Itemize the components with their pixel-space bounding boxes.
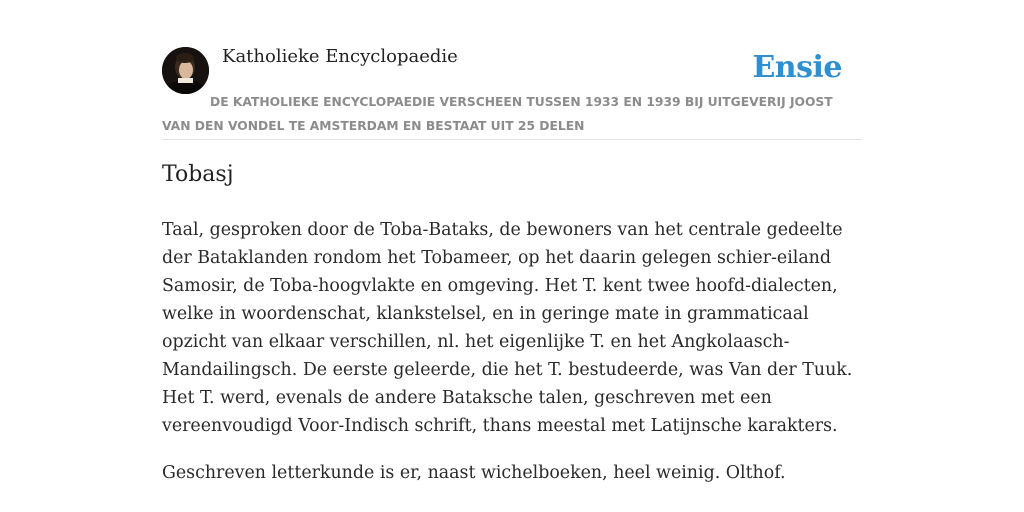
- header-divider: [162, 139, 862, 140]
- ensie-logo[interactable]: Ensie: [752, 50, 842, 85]
- source-description: DE KATHOLIEKE ENCYCLOPAEDIE VERSCHEEN TUSSEN 1933 EN 1939 BIJ UITGEVERIJ JOOST VAN DEN VONDEL TE AMSTERDAM EN BESTAAT UIT 25 DELEN: [162, 95, 833, 133]
- article-paragraph: Geschreven letterkunde is er, naast wichelboeken, heel weinig. Olthof.: [162, 463, 786, 483]
- source-avatar[interactable]: [162, 47, 209, 94]
- article-body: [162, 216, 864, 506]
- article-paragraph: Taal, gesproken door de Toba-Bataks, de bewoners van het centrale gedeelte der Bataklanden rondom het Tobameer, op het daarin gelegen schier-eiland Samosir, de Toba-hoogvlakte en omgeving. Het T. kent twee hoofd-dialecten, welke in woordenschat, klankstelsel, en in geringe mate in grammaticaal opzicht van elkaar verschillen, nl. het eigenlijke T. en het Angkolaasch-Mandailingsch. De eerste geleerde, die het T. bestudeerde, was Van der Tuuk. Het T. werd, evenals de andere Bataksche talen, geschreven met een vereenvoudigd Voor-Indisch schrift, thans meestal met Latijnsche karakters.: [162, 220, 853, 436]
- article-title: Tobasj: [162, 162, 234, 187]
- portrait-icon: [162, 47, 209, 94]
- source-title[interactable]: Katholieke Encyclopaedie: [222, 46, 458, 67]
